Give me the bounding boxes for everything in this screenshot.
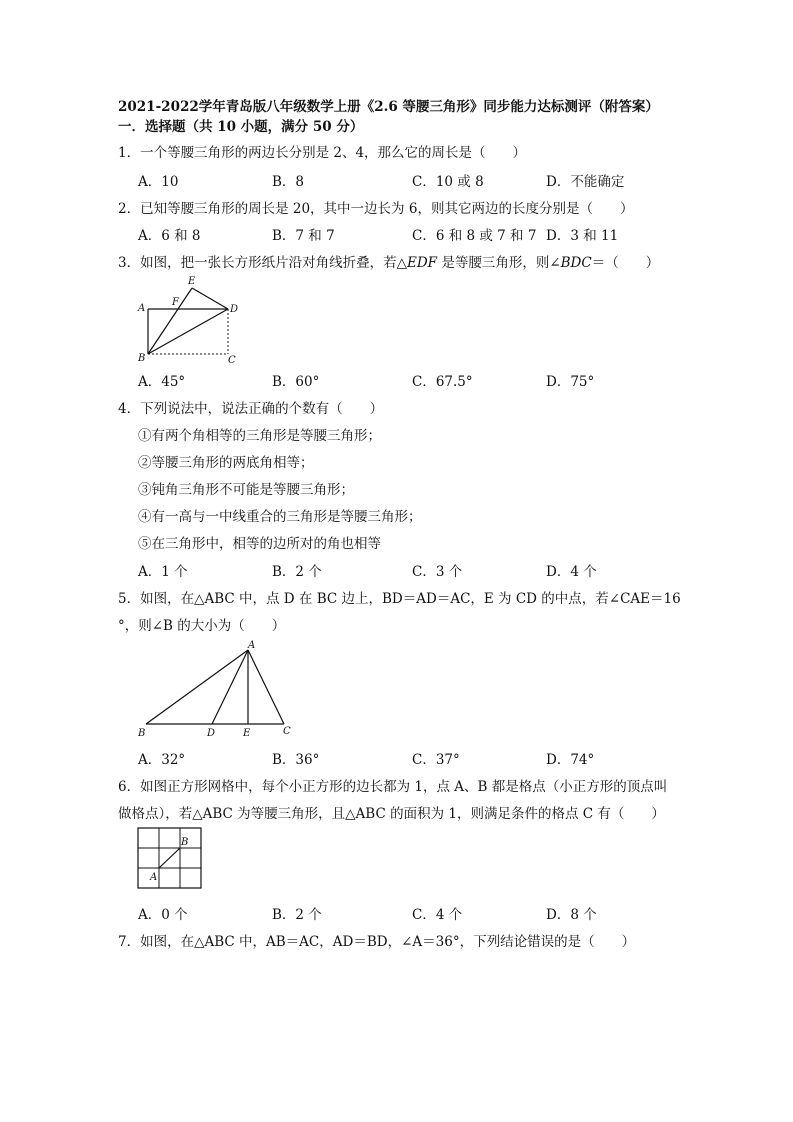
question-6-grid-figure <box>136 826 206 892</box>
label-c: C <box>283 726 291 737</box>
option-a: A．0 个 <box>138 907 188 923</box>
statement-1: ①有两个角相等的三角形是等腰三角形； <box>138 428 381 444</box>
option-b: B．36° <box>272 752 320 768</box>
label-b: B <box>138 353 146 364</box>
question-6-options <box>138 903 698 921</box>
label-a: A <box>138 303 146 314</box>
statement-5: ⑤在三角形中，相等的边所对的角也相等 <box>138 536 381 552</box>
label-f: F <box>172 297 179 308</box>
question-2-stem: 2．已知等腰三角形的周长是 20，其中一边长为 6，则其它两边的长度分别是（ ） <box>118 201 634 217</box>
question-4-stem: 4．下列说法中，说法正确的个数有（ ） <box>118 401 384 417</box>
question-3-stem-part: 是等腰三角形，则∠ <box>437 255 561 271</box>
option-c: C．3 个 <box>412 564 463 580</box>
option-c: C．4 个 <box>412 907 463 923</box>
question-4-options <box>138 560 698 578</box>
option-c: C．67.5° <box>412 374 473 390</box>
question-3-stem-part: ＝（ ） <box>591 255 660 271</box>
question-2-options <box>138 224 698 242</box>
question-6-stem-line1: 6．如图正方形网格中，每个小正方形的边长都为 1，点 A、B 都是格点（小正方形的顶点叫 <box>118 779 668 795</box>
option-a: A．1 个 <box>138 564 188 580</box>
label-a: A <box>248 640 256 651</box>
option-b: B．2 个 <box>272 907 322 923</box>
option-b: B．7 和 7 <box>272 228 335 244</box>
label-c: C <box>228 355 236 364</box>
label-e: E <box>243 728 251 739</box>
question-7-stem: 7．如图，在△ABC 中，AB＝AC，AD＝BD，∠A＝36°，下列结论错误的是（ ） <box>118 934 636 950</box>
question-3-options <box>138 370 698 388</box>
option-c: C．6 和 8 或 7 和 7 <box>412 228 537 244</box>
label-a: A <box>150 872 158 883</box>
option-c: C．10 或 8 <box>412 174 484 190</box>
label-e: E <box>188 276 196 287</box>
statement-3: ③钝角三角形不可能是等腰三角形； <box>138 482 354 498</box>
question-1-stem: 1．一个等腰三角形的两边长分别是 2、4，那么它的周长是（ ） <box>118 145 527 161</box>
option-a: A．6 和 8 <box>138 228 201 244</box>
statement-4: ④有一高与一中线重合的三角形是等腰三角形； <box>138 509 422 525</box>
question-5-options <box>138 748 698 766</box>
question-3-stem-var: BDC <box>560 255 592 271</box>
option-c: C．37° <box>412 752 460 768</box>
label-d: D <box>230 304 239 315</box>
option-b: B．60° <box>272 374 320 390</box>
question-5-figure <box>132 638 302 740</box>
option-d: D．74° <box>546 752 595 768</box>
question-6-stem-line2: 做格点），若△ABC 为等腰三角形，且△ABC 的面积为 1，则满足条件的格点 C 有（ ） <box>118 806 665 822</box>
option-d: D．不能确定 <box>546 174 625 190</box>
question-1-options <box>138 170 698 188</box>
question-3-figure <box>130 272 250 364</box>
statement-2: ②等腰三角形的两底角相等； <box>138 455 314 471</box>
label-b: B <box>181 837 189 848</box>
question-3-stem <box>118 251 659 271</box>
option-a: A．45° <box>138 374 186 390</box>
section-heading: 一．选择题（共 10 小题，满分 50 分） <box>118 119 364 135</box>
option-a: A．32° <box>138 752 186 768</box>
document-title: 2021-2022学年青岛版八年级数学上册《2.6 等腰三角形》同步能力达标测评（附答案） <box>118 99 659 115</box>
option-d: D．75° <box>546 374 595 390</box>
option-d: D．3 和 11 <box>546 228 619 244</box>
label-d: D <box>207 728 216 739</box>
option-d: D．4 个 <box>546 564 597 580</box>
option-a: A．10 <box>138 174 179 190</box>
question-5-stem-line2: °，则∠B 的大小为（ ） <box>118 618 286 634</box>
label-b: B <box>138 728 146 739</box>
option-b: B．8 <box>272 174 305 190</box>
option-b: B．2 个 <box>272 564 322 580</box>
question-3-stem-var: EDF <box>406 255 438 271</box>
option-d: D．8 个 <box>546 907 597 923</box>
question-3-stem-part: 3．如图，把一张长方形纸片沿对角线折叠，若△ <box>118 255 407 271</box>
question-5-stem-line1: 5．如图，在△ABC 中，点 D 在 BC 边上，BD＝AD＝AC，E 为 CD 的中点，若∠CAE＝16 <box>118 591 681 607</box>
